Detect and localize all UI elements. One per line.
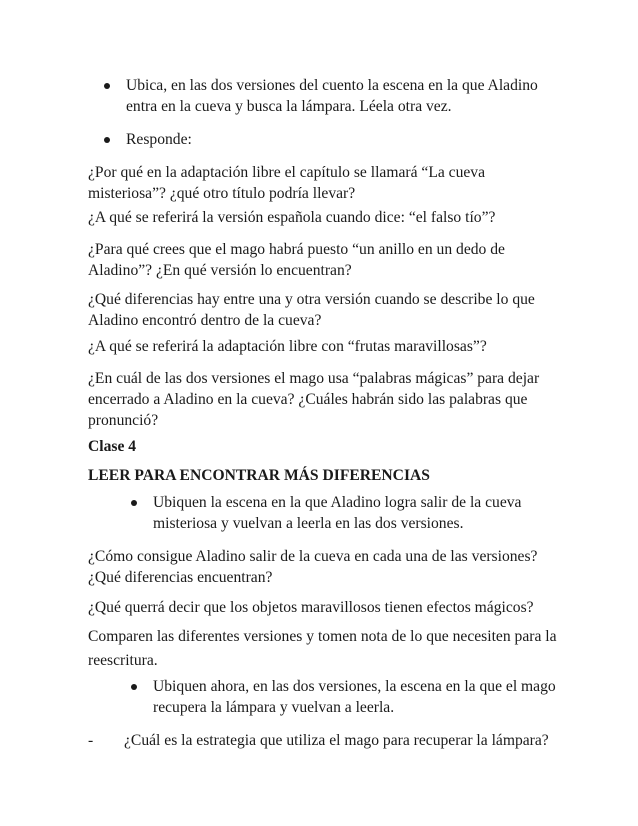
question-paragraph: ¿A qué se referirá la adaptación libre con “frutas maravillosas”? [88,338,487,355]
bullet-icon [131,684,137,690]
bullet-text: Ubica, en las dos versiones del cuento la escena en la que Aladino entra en la cueva y busca la lámpara. Léela otra vez. [126,77,538,115]
section-heading: LEER PARA ENCONTRAR MÁS DIFERENCIAS [88,467,430,484]
instruction-paragraph: Comparen las diferentes versiones y tomen nota de lo que necesiten para la reescritura. [88,628,557,669]
question-paragraph: ¿Qué querrá decir que los objetos maravillosos tienen efectos mágicos? [88,599,534,616]
bullet-icon [104,83,110,89]
bullet-text: Ubiquen la escena en la que Aladino logra salir de la cueva misteriosa y vuelvan a leerla en las dos versiones. [153,494,522,532]
bullet-item [126,75,558,117]
bullet-text: Ubiquen ahora, en las dos versiones, la escena en la que el mago recupera la lámpara y vuelvan a leerla. [153,678,556,716]
bullet-item [126,129,558,150]
dash-marker: - [88,732,94,749]
dash-item-text: ¿Cuál es la estrategia que utiliza el mago para recuperar la lámpara? [124,732,549,749]
question-paragraph: ¿Cómo consigue Aladino salir de la cueva en cada una de las versiones? ¿Qué diferencias encuentran? [88,548,538,586]
question-paragraph: ¿Qué diferencias hay entre una y otra versión cuando se describe lo que Aladino encontró dentro de la cueva? [88,291,535,329]
question-paragraph: ¿Para qué crees que el mago habrá puesto “un anillo en un dedo de Aladino”? ¿En qué versión lo encuentran? [88,241,505,279]
question-paragraph: ¿Por qué en la adaptación libre el capítulo se llamará “La cueva misteriosa”? ¿qué otro título podría llevar? [88,164,486,202]
bullet-icon [104,137,110,143]
bullet-item [153,676,558,718]
bullet-icon [131,500,137,506]
bullet-item [153,492,558,534]
question-paragraph: ¿En cuál de las dos versiones el mago usa “palabras mágicas” para dejar encerrado a Aladino en la cueva? ¿Cuáles habrán sido las palabras que pronunció? [88,370,540,429]
bullet-text: Responde: [126,131,192,148]
question-paragraph: ¿A qué se referirá la versión española cuando dice: “el falso tío”? [88,209,496,226]
class-title: Clase 4 [88,438,137,455]
